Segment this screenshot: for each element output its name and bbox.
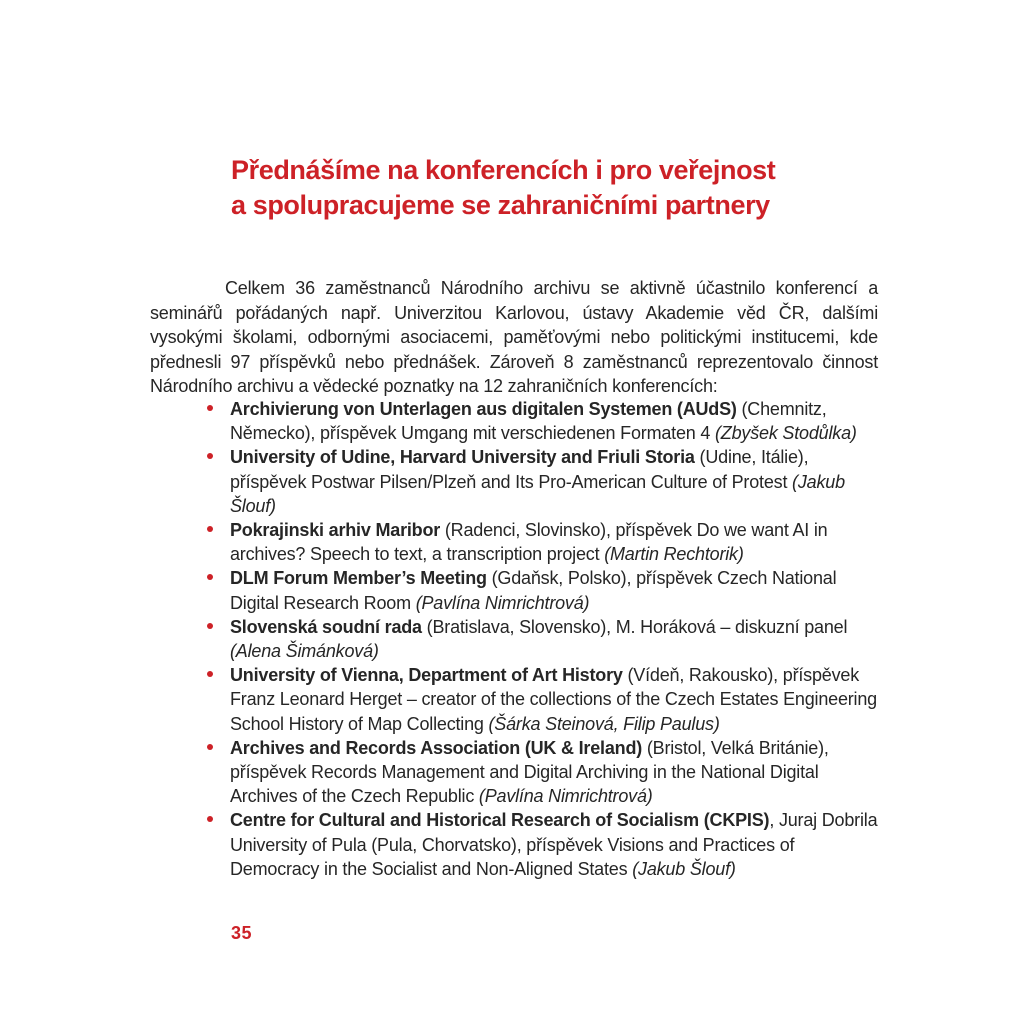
list-item xyxy=(230,808,880,881)
conference-authors: (Alena Šimánková) xyxy=(230,641,379,662)
bullet-icon xyxy=(207,816,213,822)
conference-authors: (Jakub Šlouf) xyxy=(632,858,736,879)
conference-details: (Udine, Itálie), příspěvek Postwar Pilsen/Plzeň and Its Pro-American Culture of Protest xyxy=(230,447,809,492)
conference-details: (Gdaňsk, Polsko), příspěvek Czech National Digital Research Room xyxy=(230,568,837,613)
conference-details: (Chemnitz, Německo), příspěvek Umgang mit verschiedenen Formaten 4 xyxy=(230,399,827,444)
list-item xyxy=(230,445,880,518)
intro-paragraph: Celkem 36 zaměstnanců Národního archivu se aktivně účastnilo konferencí a seminářů pořádaných např. Univerzitou Karlovou, ústavy Akademie věd ČR, dalšími vysokými školami, odbornými asociacemi, paměťovými nebo politickými institucemi, kde přednesli 97 příspěvků nebo přednášek. Zároveň 8 zaměstnanců reprezentovalo činnost Národního archivu a vědecké poznatky na 12 zahraničních konferencích: xyxy=(150,278,878,396)
conference-authors: (Jakub Šlouf) xyxy=(230,471,845,516)
conference-name: University of Udine, Harvard University and Friuli Storia xyxy=(230,447,695,468)
list-item xyxy=(230,615,880,663)
conference-details: (Bratislava, Slovensko), M. Horáková – diskuzní panel xyxy=(421,616,848,637)
conference-details: (Vídeň, Rakousko), příspěvek Franz Leonard Herget – creator of the collections of the Czech Estates Engineering School History of Map Collecting xyxy=(230,665,877,734)
conference-name: Centre for Cultural and Historical Research of Socialism (CKPIS) xyxy=(230,810,770,831)
page-number: 35 xyxy=(231,923,253,943)
list-item xyxy=(230,663,880,736)
bullet-icon xyxy=(207,744,213,750)
conference-name: Pokrajinski arhiv Maribor xyxy=(230,520,441,541)
conference-details: (Bristol, Velká Británie), příspěvek Records Management and Digital Archiving in the National Digital Archives of the Czech Republic xyxy=(230,737,829,807)
conference-name: University of Vienna, Department of Art History xyxy=(230,665,623,686)
conference-authors: (Zbyšek Stodůlka) xyxy=(715,423,857,444)
page-title-line2: a spolupracujeme se zahraničními partnery xyxy=(231,190,770,220)
bullet-icon xyxy=(207,623,213,629)
list-item xyxy=(230,518,880,566)
conference-authors: (Martin Rechtorik) xyxy=(604,544,744,565)
conference-details: , Juraj Dobrila University of Pula (Pula, Chorvatsko), příspěvek Visions and Practices of Democracy in the Socialist and Non-Aligned States xyxy=(230,810,878,879)
list-item xyxy=(230,397,880,445)
conference-name: Archivierung von Unterlagen aus digitalen Systemen (AUdS) xyxy=(230,399,737,419)
bullet-icon xyxy=(207,405,213,411)
conference-name: Archives and Records Association (UK & Ireland) xyxy=(230,737,643,758)
conference-authors: (Pavlína Nimrichtrová) xyxy=(415,592,590,613)
bullet-icon xyxy=(207,574,213,580)
conference-authors: (Šárka Steinová, Filip Paulus) xyxy=(488,713,720,734)
bullet-icon xyxy=(207,526,213,532)
conference-authors: (Pavlína Nimrichtrová) xyxy=(478,786,653,807)
list-item xyxy=(230,566,880,614)
conference-name: Slovenská soudní rada xyxy=(230,616,422,637)
bullet-icon xyxy=(207,453,213,459)
conference-details: (Radenci, Slovinsko), příspěvek Do we want AI in archives? Speech to text, a transcription project xyxy=(230,520,828,565)
page-title-line1: Přednášíme na konferencích i pro veřejnost xyxy=(231,155,776,185)
page-title xyxy=(231,153,775,223)
bullet-icon xyxy=(207,671,213,677)
list-item xyxy=(230,736,880,809)
conference-name: DLM Forum Member’s Meeting xyxy=(230,568,487,589)
conference-list xyxy=(230,397,880,881)
